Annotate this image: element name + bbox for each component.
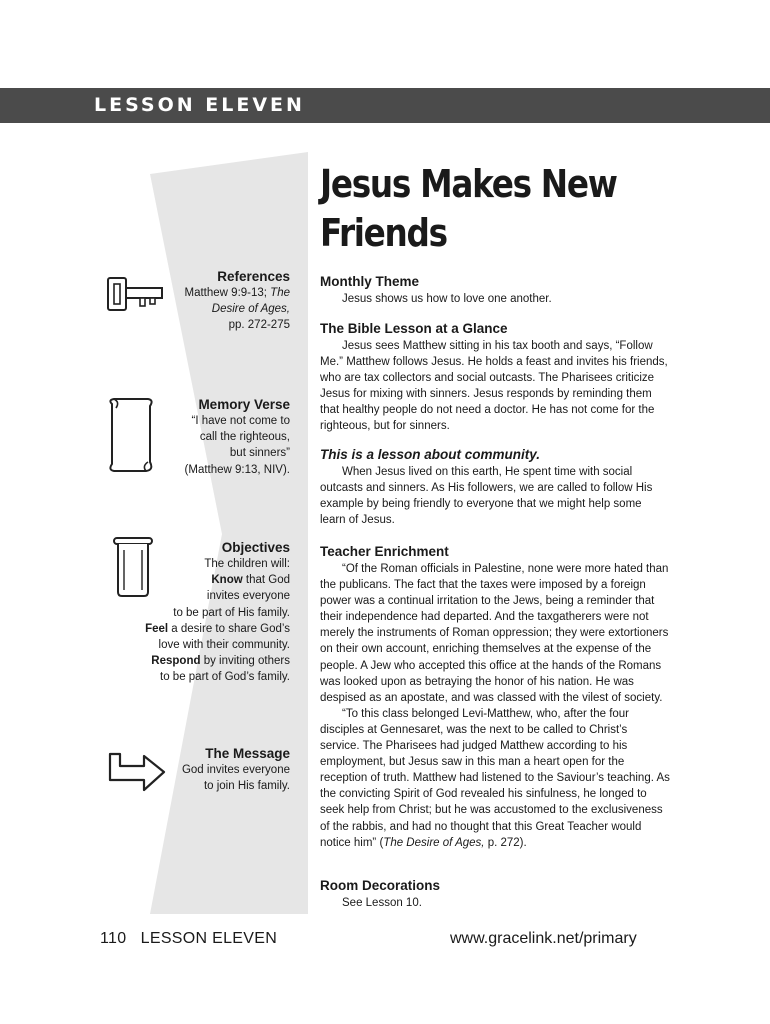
objective-feel: Feel a desire to share God’s [145, 622, 290, 635]
memory-verse-line-2: call the righteous, [199, 431, 290, 444]
title-line-1: Jesus Makes New [320, 162, 617, 206]
monthly-theme-text: Jesus shows us how to love one another. [342, 293, 552, 305]
objectives-heading: Objectives [221, 540, 290, 555]
memory-verse-line-3: but sinners” [229, 447, 290, 460]
community-heading: This is a lesson about community. [320, 447, 541, 462]
objective-know: Know that God [211, 574, 290, 587]
references-heading: References [217, 269, 290, 284]
memory-verse-line-4: (Matthew 9:13, NIV). [184, 463, 290, 476]
enrichment-heading: Teacher Enrichment [320, 544, 449, 559]
room-decorations-section [320, 877, 670, 911]
lesson-header-bar [0, 88, 770, 123]
message-line-2: to join His family. [203, 780, 290, 793]
memory-verse-line-1: “I have not come to [191, 415, 290, 427]
message-block [182, 745, 290, 794]
objective-respond: Respond by inviting others [151, 655, 290, 668]
arrow-icon [106, 750, 168, 794]
footer-url: www.gracelink.net/primary [450, 930, 637, 947]
community-section [320, 446, 670, 528]
glance-heading: The Bible Lesson at a Glance [320, 321, 508, 336]
enrichment-paragraph-2: “To this class belonged Levi-Matthew, who, after the four disciples at Gennesaret, was the next to be called to Christ’s service. The Pharisees had judged Matthew according to his employment, but Jesus saw in this man a heart open for the reception of truth. Matthew had listened to the Saviour’s teaching. As the convicting Spirit of God revealed his sinfulness, he longed to seek help from Christ; but he was accustomed to the exclusiveness of the rabbis, and had no thought that this Great Teacher would notice him” (The Desire of Ages, p. 272). [320, 707, 670, 849]
references-line-3: pp. 272-275 [228, 319, 290, 332]
memory-verse-heading: Memory Verse [198, 397, 290, 412]
monthly-theme-section [320, 273, 670, 307]
monthly-theme-heading: Monthly Theme [320, 274, 420, 289]
objective-know-line-2: invites everyone [206, 590, 290, 603]
objective-feel-line-2: love with their community. [158, 639, 290, 652]
memory-verse-block [185, 396, 290, 478]
page-title [320, 160, 647, 258]
room-decorations-text: See Lesson 10. [342, 897, 422, 909]
references-line-2: Desire of Ages, [211, 303, 290, 316]
objective-know-line-3: to be part of His family. [173, 606, 290, 619]
scroll-icon [104, 396, 158, 474]
title-line-2: Friends [320, 211, 447, 255]
enrichment-section [320, 543, 670, 851]
page-number-label: 110 LESSON ELEVEN [100, 930, 278, 947]
message-heading: The Message [205, 746, 290, 761]
room-decorations-heading: Room Decorations [320, 878, 441, 893]
references-block [185, 268, 290, 334]
objectives-block [145, 539, 290, 686]
message-line-1: God invites everyone [181, 764, 290, 776]
objectives-intro: The children will: [204, 558, 290, 570]
enrichment-paragraph-1: “Of the Roman officials in Palestine, none were more hated than the publicans. The fact that the taxes were imposed by a foreign power was a continual irritation to the Jews, being a reminder that their independence had departed. And the taxgatherers were not merely the instruments of Roman oppression; they were extortioners on their own account, enriching themselves at the expense of the people. A Jew who accepted this office at the hands of the Romans was looked upon as betraying the honor of his nation. He was despised as an apostate, and was classed with the vilest of society. [320, 563, 669, 704]
glance-text: Jesus sees Matthew sitting in his tax booth and says, “Follow Me.” Matthew follows Jesus. He holds a feast and invites his friends, who are tax collectors and social outcasts. The Pharisees criticize Jesus for mixing with sinners. Jesus responds by reminding them that healthy people do not need a doctor. He has not come for the righteous, but for sinners. [320, 340, 668, 433]
glance-section [320, 320, 670, 435]
community-text: When Jesus lived on this earth, He spent time with social outcasts and sinners. As His followers, we are called to follow His example by being friendly to everyone that we might help some learn of Jesus. [320, 466, 653, 527]
lesson-label: LESSON ELEVEN [94, 94, 305, 116]
objective-respond-line-2: to be part of God’s family. [160, 671, 290, 684]
references-line-1: Matthew 9:9-13; The [184, 287, 290, 299]
key-icon [106, 276, 166, 314]
chevron-background [150, 152, 310, 916]
